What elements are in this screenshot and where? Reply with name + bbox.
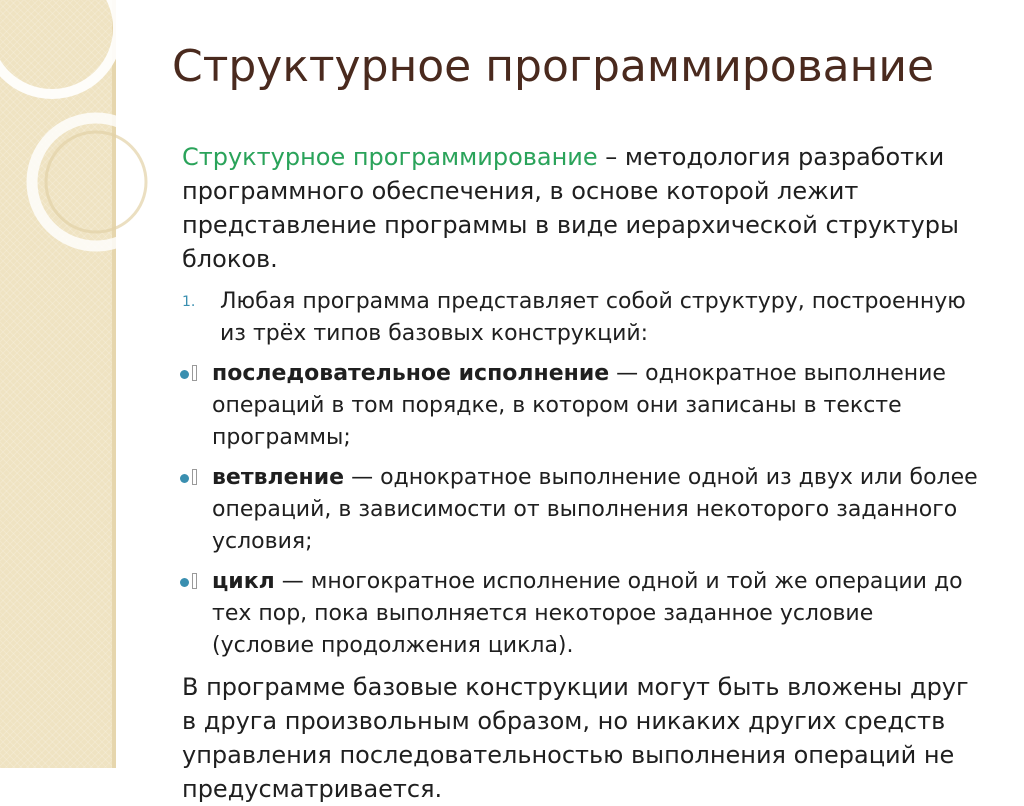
bullet-term: ветвление [212,465,345,490]
bullet-term: последовательное исполнение [212,361,610,386]
bullet-item-sequence [180,358,982,454]
number-marker: 1. [182,294,196,310]
bullet-item-branching [180,462,982,558]
bullet-term: цикл [212,569,275,594]
bullet-text: — однократное выполнение одной из двух или более операций, в зависимости от выполнения некоторого заданного условия; [212,465,978,554]
closing-paragraph: В программе базовые конструкции могут быть вложены друг в друга произвольным образом, но никаких других средств управления последовательностью выполнения операций не предусматривается. [182,673,969,803]
numbered-item [182,286,982,350]
missing-glyph-icon [192,469,197,485]
intro-paragraph [182,140,982,276]
bullet-text: — многократное исполнение одной и той же операции до тех пор, пока выполняется некоторое заданное условие (условие продолжения цикла). [212,569,963,658]
slide-body [182,140,982,806]
missing-glyph-icon [192,365,197,381]
circle-bullet-icon [180,578,189,587]
circle-bullet-icon [180,474,189,483]
circle-bullet-icon [180,370,189,379]
numbered-item-text: Любая программа представляет собой структуру, построенную из трёх типов базовых конструкций: [220,289,966,346]
bullet-item-loop [180,566,982,662]
ring-ornament [0,0,160,330]
intro-text: – методология разработки программного обеспечения, в основе которой лежит представление программы в виде иерархической структуры блоков. [182,143,959,273]
intro-term: Структурное программирование [182,143,598,171]
slide-title: Структурное программирование [172,41,935,92]
bullet-text: — однократное выполнение операций в том порядке, в котором они записаны в тексте программы; [212,361,946,450]
missing-glyph-icon [192,573,197,589]
